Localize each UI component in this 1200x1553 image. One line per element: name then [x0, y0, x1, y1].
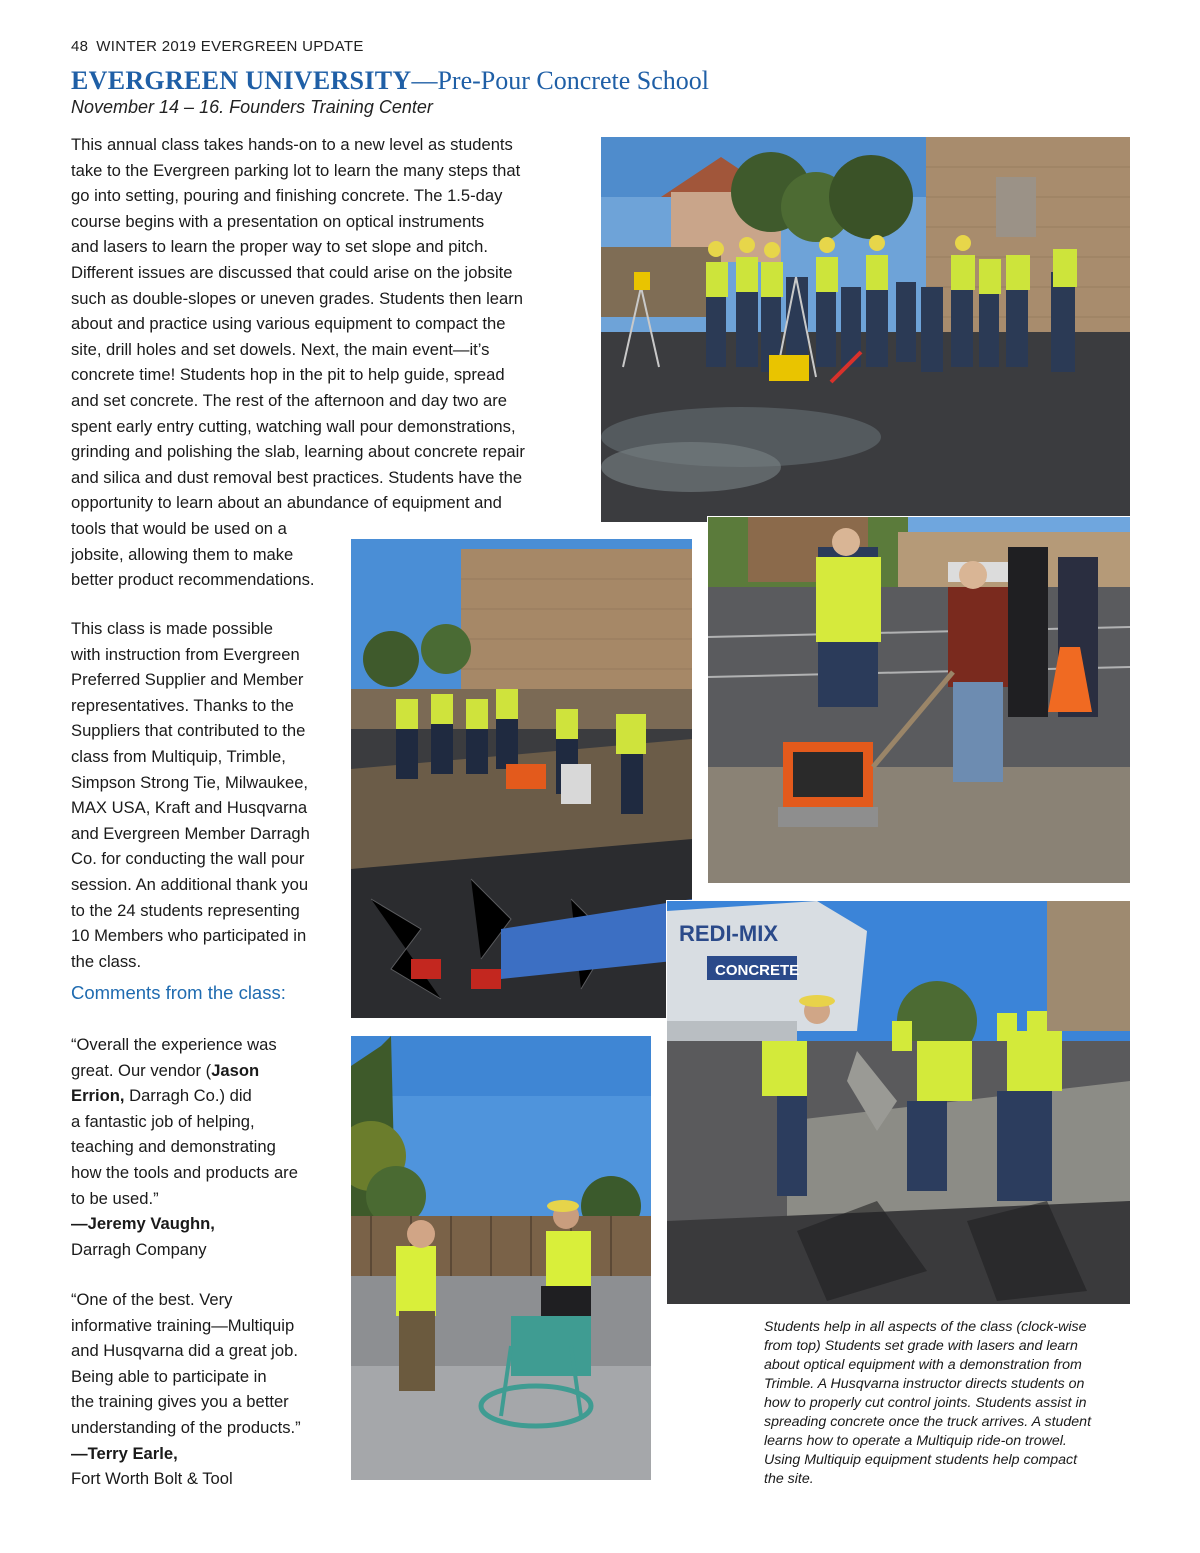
thanks-line: Simpson Strong Tie, Milwaukee,	[71, 772, 309, 792]
quote-line: the training gives you a better	[71, 1392, 289, 1412]
comments-heading: Comments from the class:	[71, 982, 286, 1003]
intro-line: spent early entry cutting, watching wall pour demonstrations,	[71, 416, 516, 436]
quote-line: to be used.”	[71, 1188, 159, 1208]
truck-brand: REDI-MIX	[679, 921, 778, 946]
photo-ride-on-trowel	[351, 1036, 651, 1480]
photo-control-joints	[708, 517, 1130, 883]
intro-line: course begins with a presentation on optical instruments	[71, 211, 485, 231]
thanks-line: with instruction from Evergreen	[71, 644, 300, 664]
quote-line: and Husqvarna did a great job.	[71, 1341, 298, 1361]
intro-line: site, drill holes and set dowels. Next, the main event—it’s	[71, 339, 490, 359]
thanks-line: Suppliers that contributed to the	[71, 721, 306, 741]
caption-line: Students help in all aspects of the class (clock-wise	[764, 1319, 1087, 1335]
caption-line: the site.	[764, 1471, 814, 1487]
thanks-line: MAX USA, Kraft and Husqvarna	[71, 798, 308, 818]
intro-line: about and practice using various equipment to compact the	[71, 314, 506, 334]
quote-line: “Overall the experience was	[71, 1035, 277, 1054]
thanks-paragraph	[71, 616, 341, 974]
page-number: 48	[71, 38, 89, 55]
thanks-line: the class.	[71, 951, 142, 971]
intro-line: and lasers to learn the proper way to set slope and pitch.	[71, 237, 488, 257]
photo-compaction	[351, 539, 692, 1018]
quote-line: teaching and demonstrating	[71, 1137, 276, 1157]
photo-laser-grade	[601, 137, 1130, 522]
quote-line	[71, 1083, 341, 1109]
caption-line: about optical equipment with a demonstration from	[764, 1357, 1082, 1373]
caption-line: from top) Students set grade with lasers and learn	[764, 1338, 1078, 1354]
issue-title: WINTER 2019 EVERGREEN UPDATE	[96, 38, 364, 55]
quote-author: —Terry Earle,	[71, 1443, 178, 1463]
quote-line: a fantastic job of helping,	[71, 1111, 255, 1131]
caption-line: how to properly cut control joints. Students assist in	[764, 1395, 1087, 1411]
quote-jeremy-vaughn	[71, 1032, 341, 1262]
vendor-name: Errion,	[71, 1086, 125, 1106]
intro-line: jobsite, allowing them to make	[71, 544, 294, 564]
vendor-name: Jason	[211, 1060, 260, 1080]
intro-paragraph	[71, 132, 571, 593]
quote-terry-earle	[71, 1287, 341, 1492]
truck-label: CONCRETE	[715, 962, 800, 979]
article-title-bold: EVERGREEN UNIVERSITY	[71, 66, 412, 95]
caption-line: spreading concrete once the truck arrives. A student	[764, 1414, 1092, 1430]
intro-line: concrete time! Students hop in the pit to help guide, spread	[71, 365, 505, 385]
quote-company: Darragh Company	[71, 1239, 207, 1259]
quote-author: —Jeremy Vaughn,	[71, 1214, 215, 1234]
thanks-line: 10 Members who participated in	[71, 926, 307, 946]
thanks-line: This class is made possible	[71, 619, 273, 638]
quote-line: how the tools and products are	[71, 1162, 298, 1182]
intro-line: opportunity to learn about an abundance of equipment and	[71, 493, 502, 513]
caption-line: Trimble. A Husqvarna instructor directs students on	[764, 1376, 1085, 1392]
article-subtitle: November 14 – 16. Founders Training Center	[71, 97, 433, 117]
intro-line: and set concrete. The rest of the afternoon and day two are	[71, 390, 508, 410]
thanks-line: Co. for conducting the wall pour	[71, 849, 305, 869]
intro-line: tools that would be used on a	[71, 518, 287, 538]
quote-company: Fort Worth Bolt & Tool	[71, 1469, 233, 1489]
thanks-line: and Evergreen Member Darragh	[71, 823, 310, 843]
quote-body	[71, 1287, 341, 1441]
quote-line: Being able to participate in	[71, 1366, 267, 1386]
thanks-line: Preferred Supplier and Member	[71, 670, 304, 690]
intro-line: go into setting, pouring and finishing concrete. The 1.5-day	[71, 186, 503, 206]
intro-line: take to the Evergreen parking lot to learn the many steps that	[71, 160, 521, 180]
intro-line: and silica and dust removal best practices. Students have the	[71, 467, 523, 487]
quote-text: great. Our vendor (	[71, 1060, 212, 1080]
intro-line: grinding and polishing the slab, learning about concrete repair	[71, 442, 525, 462]
thanks-line: to the 24 students representing	[71, 900, 300, 920]
thanks-line: session. An additional thank you	[71, 874, 309, 894]
thanks-line: class from Multiquip, Trimble,	[71, 746, 286, 766]
intro-line: This annual class takes hands-on to a new level as students	[71, 135, 513, 154]
intro-line: such as double-slopes or uneven grades. Students then learn	[71, 288, 524, 308]
photo-caption	[764, 1318, 1134, 1489]
caption-line: Using Multiquip equipment students help compact	[764, 1452, 1078, 1468]
quote-line	[71, 1058, 341, 1084]
quote-line: understanding of the products.”	[71, 1417, 301, 1437]
photo-concrete-truck	[667, 901, 1130, 1304]
caption-line: learns how to operate a Multiquip ride-on trowel.	[764, 1433, 1067, 1449]
running-head	[71, 38, 364, 55]
thanks-line: representatives. Thanks to the	[71, 695, 294, 715]
quote-text: Darragh Co.) did	[124, 1086, 252, 1106]
quote-line: “One of the best. Very	[71, 1290, 233, 1309]
article-title-rest: —Pre-Pour Concrete School	[411, 66, 709, 95]
intro-line: better product recommendations.	[71, 570, 315, 590]
article-title	[71, 66, 709, 96]
quote-line: informative training—Multiquip	[71, 1315, 295, 1335]
intro-line: Different issues are discussed that could arise on the jobsite	[71, 262, 513, 282]
